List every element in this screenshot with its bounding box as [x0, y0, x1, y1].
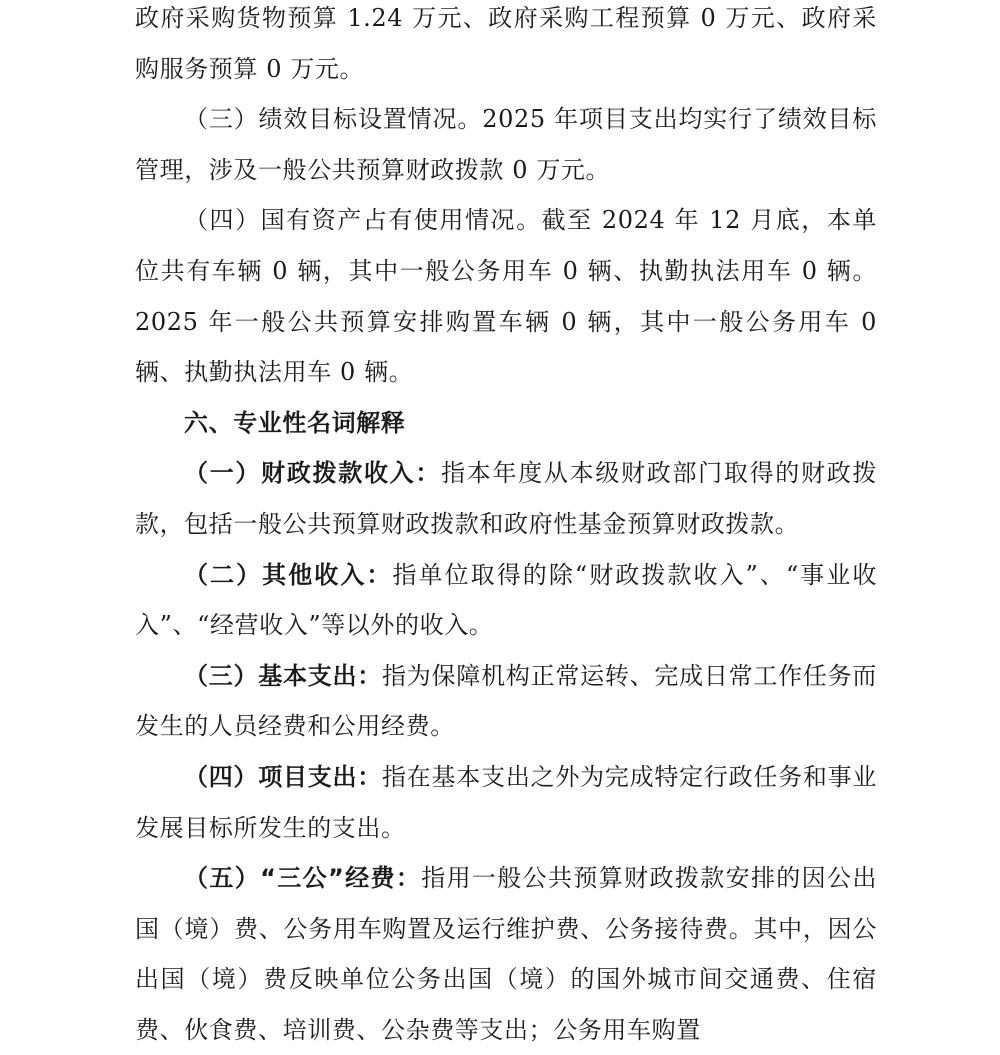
- paragraph-procurement-budget: [135, 0, 877, 94]
- definition-body: 指本年度从本级财政部门取得的财政拨款，包括一般公共预算财政拨款和政府性基金预算财政拨款。: [135, 459, 877, 538]
- definition-fiscal-appropriation-income: [135, 448, 877, 549]
- definition-other-income: [135, 550, 877, 651]
- paragraph-state-assets: [135, 195, 877, 397]
- paragraph-performance-targets: [135, 94, 877, 195]
- paragraph-body: 截至 2024 年 12 月底，本单位共有车辆 0 辆，其中一般公务用车 0 辆、执勤执法用车 0 辆。2025 年一般公共预算安排购置车辆 0 辆，其中一般公务用车 0 辆、执勤执法用车 0 辆。: [135, 206, 877, 387]
- definition-term: （一）财政拨款收入：: [184, 459, 442, 488]
- definition-body: 指单位取得的除“财政拨款收入”、“事业收入”、“经营收入”等以外的收入。: [135, 560, 877, 640]
- definition-term: （三）基本支出：: [184, 661, 383, 690]
- definition-term: （二）其他收入：: [184, 560, 393, 589]
- definition-body: 指在基本支出之外为完成特定行政任务和事业发展目标所发生的支出。: [135, 762, 877, 842]
- paragraph-body: 政府采购货物预算 1.24 万元、政府采购工程预算 0 万元、政府采购服务预算 0 万元。: [135, 4, 877, 83]
- paragraph-body: 2025 年项目支出均实行了绩效目标管理，涉及一般公共预算财政拨款 0 万元。: [135, 105, 877, 184]
- paragraph-lead: （三）绩效目标设置情况。: [184, 105, 483, 134]
- document-page: [135, 0, 877, 1055]
- definition-basic-expenditure: [135, 651, 877, 752]
- definition-term: （四）项目支出：: [184, 762, 383, 791]
- definition-body: 指为保障机构正常运转、完成日常工作任务而发生的人员经费和公用经费。: [135, 661, 877, 741]
- definition-project-expenditure: [135, 752, 877, 853]
- definition-body: 指用一般公共预算财政拨款安排的因公出国（境）费、公务用车购置及运行维护费、公务接待费。其中，因公出国（境）费反映单位公务出国（境）的国外城市间交通费、住宿费、伙食费、培训费、公杂费等支出；公务用车购置: [135, 864, 877, 1044]
- definition-three-public-expenses: [135, 853, 877, 1055]
- definition-term: （五）“三公”经费：: [184, 864, 422, 893]
- paragraph-lead: （四）国有资产占有使用情况。: [184, 206, 542, 235]
- section-heading: 六、专业性名词解释: [184, 408, 406, 437]
